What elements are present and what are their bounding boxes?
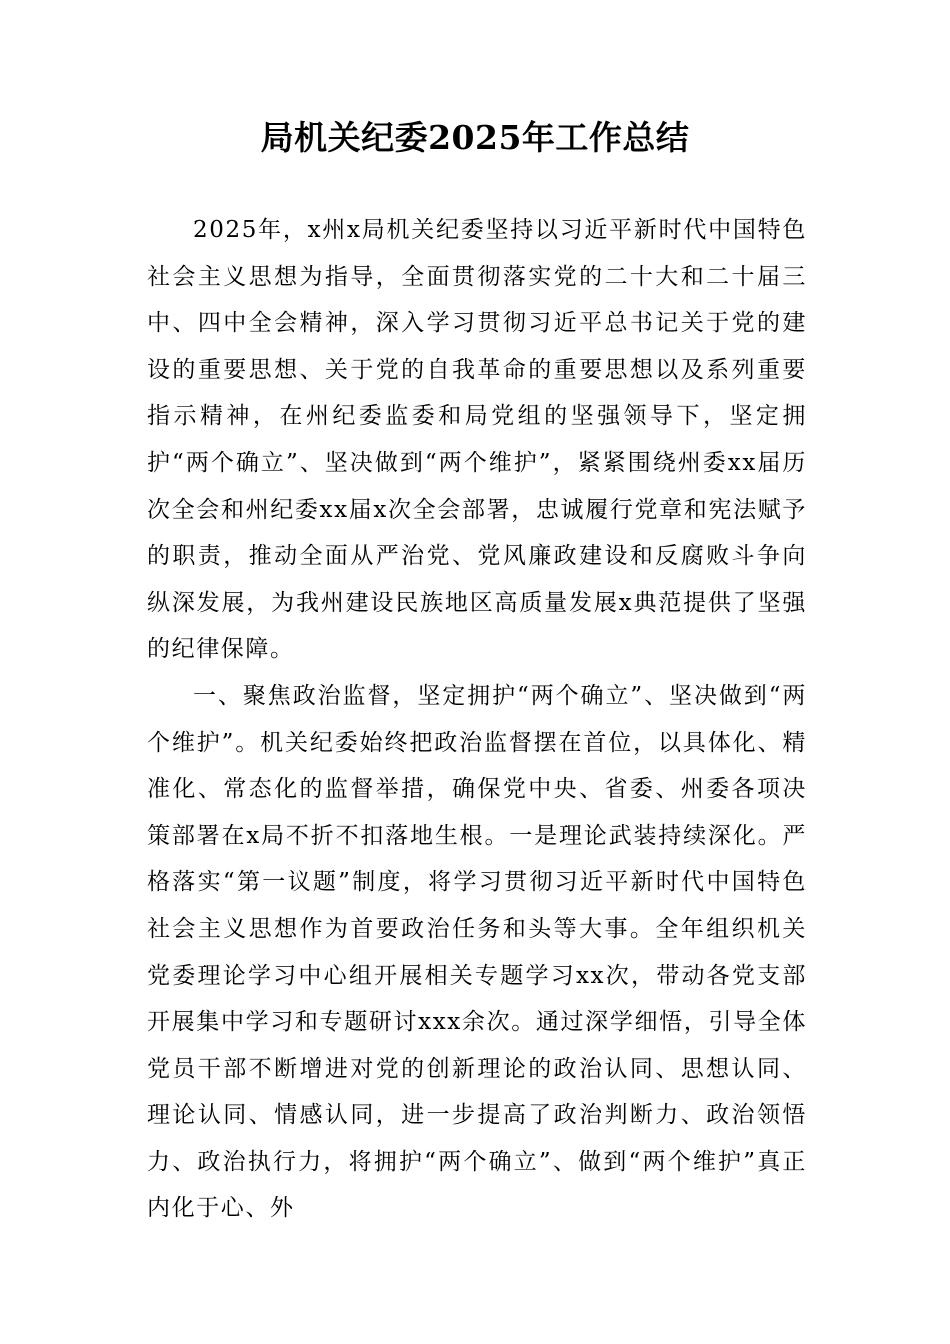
document-title: 局机关纪委2025年工作总结 [260,118,690,157]
document-body [147,207,807,1232]
intro-paragraph: 2025年，x州x局机关纪委坚持以习近平新时代中国特色社会主义思想为指导，全面贯彻落实党的二十大和二十届三中、四中全会精神，深入学习贯彻习近平总书记关于党的建设的重要思想、关于党的自我革命的重要思想以及系列重要指示精神，在州纪委监委和局党组的坚强领导下，坚定拥护“两个确立”、坚决做到“两个维护”，紧紧围绕州委xx届历次全会和州纪委xx届x次全会部署，忠诚履行党章和宪法赋予的职责，推动全面从严治党、党风廉政建设和反腐败斗争向纵深发展，为我州建设民族地区高质量发展x典范提供了坚强的纪律保障。 [147,217,807,663]
section-one-paragraph: 一、聚焦政治监督，坚定拥护“两个确立”、坚决做到“两个维护”。机关纪委始终把政治监督摆在首位，以具体化、精准化、常态化的监督举措，确保党中央、省委、州委各项决策部署在x局不折不扣落地生根。一是理论武装持续深化。严格落实“第一议题”制度，将学习贯彻习近平新时代中国特色社会主义思想作为首要政治任务和头等大事。全年组织机关党委理论学习中心组开展相关专题学习xx次，带动各党支部开展集中学习和专题研讨xxx余次。通过深学细悟，引导全体党员干部不断增进对党的创新理论的政治认同、思想认同、理论认同、情感认同，进一步提高了政治判断力、政治领悟力、政治执行力，将拥护“两个确立”、做到“两个维护”真正内化于心、外 [147,682,807,1222]
